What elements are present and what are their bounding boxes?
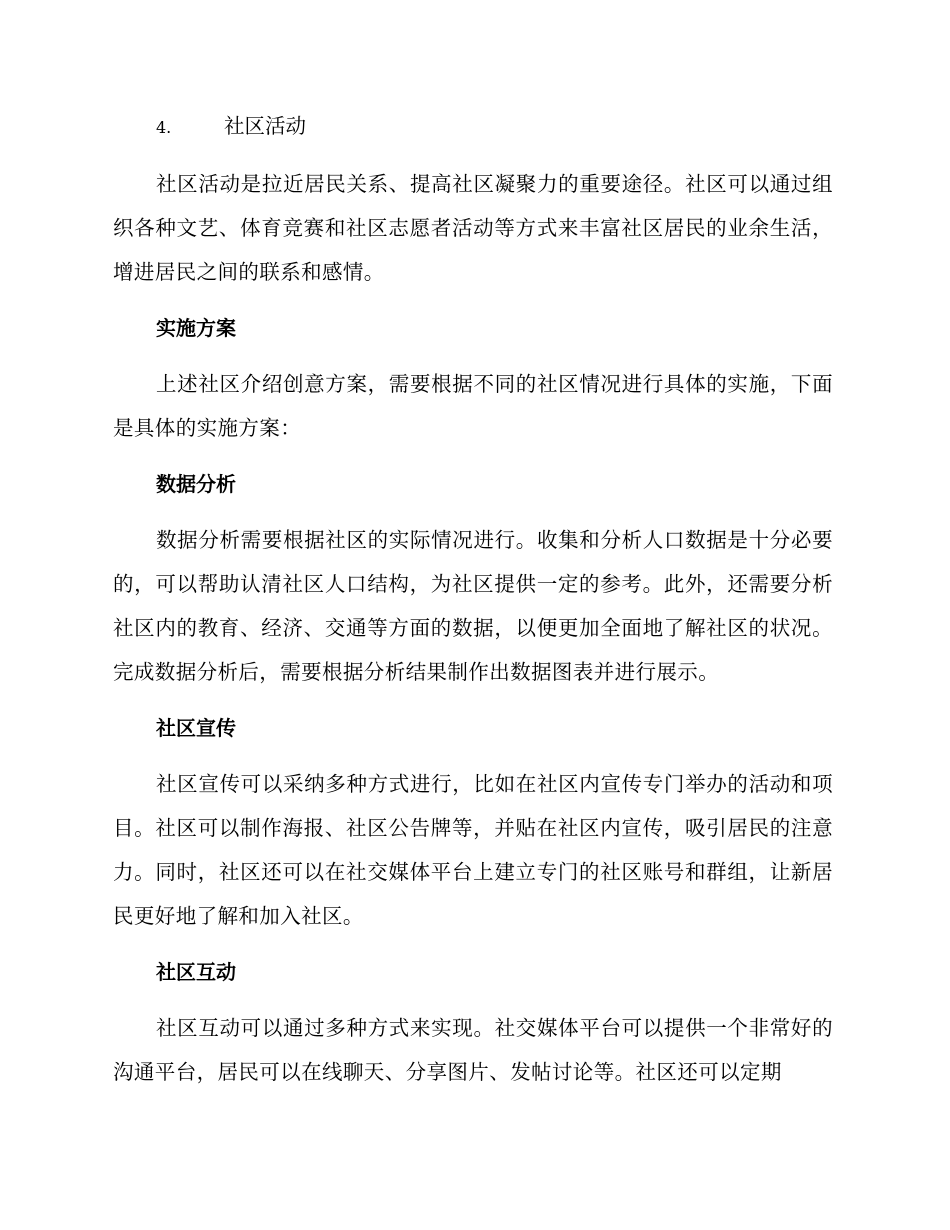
document-page <box>113 104 833 1106</box>
list-number: 4. <box>156 118 172 137</box>
heading-implementation: 实施方案 <box>156 316 236 340</box>
heading-community-interaction: 社区互动 <box>156 960 236 984</box>
data-analysis-paragraph: 数据分析需要根据社区的实际情况进行。收集和分析人口数据是十分必要的，可以帮助认清社区人口结构，为社区提供一定的参考。此外，还需要分析社区内的教育、经济、交通等方面的数据，以便更加全面地了解社区的状况。完成数据分析后，需要根据分析结果制作出数据图表并进行展示。 <box>113 528 833 684</box>
list-heading-community-activities <box>113 104 833 150</box>
intro-paragraph: 社区活动是拉近居民关系、提高社区凝聚力的重要途径。社区可以通过组织各种文艺、体育竞赛和社区志愿者活动等方式来丰富社区居民的业余生活，增进居民之间的联系和感情。 <box>113 172 833 284</box>
list-title: 社区活动 <box>224 114 306 138</box>
heading-community-promotion: 社区宣传 <box>156 716 236 740</box>
community-promotion-paragraph: 社区宣传可以采纳多种方式进行，比如在社区内宣传专门举办的活动和项目。社区可以制作海报、社区公告牌等，并贴在社区内宣传，吸引居民的注意力。同时，社区还可以在社交媒体平台上建立专门的社区账号和群组，让新居民更好地了解和加入社区。 <box>113 772 833 928</box>
implementation-paragraph: 上述社区介绍创意方案，需要根据不同的社区情况进行具体的实施，下面是具体的实施方案： <box>113 372 833 440</box>
community-interaction-paragraph: 社区互动可以通过多种方式来实现。社交媒体平台可以提供一个非常好的沟通平台，居民可以在线聊天、分享图片、发帖讨论等。社区还可以定期 <box>113 1016 833 1084</box>
heading-data-analysis: 数据分析 <box>156 472 236 496</box>
